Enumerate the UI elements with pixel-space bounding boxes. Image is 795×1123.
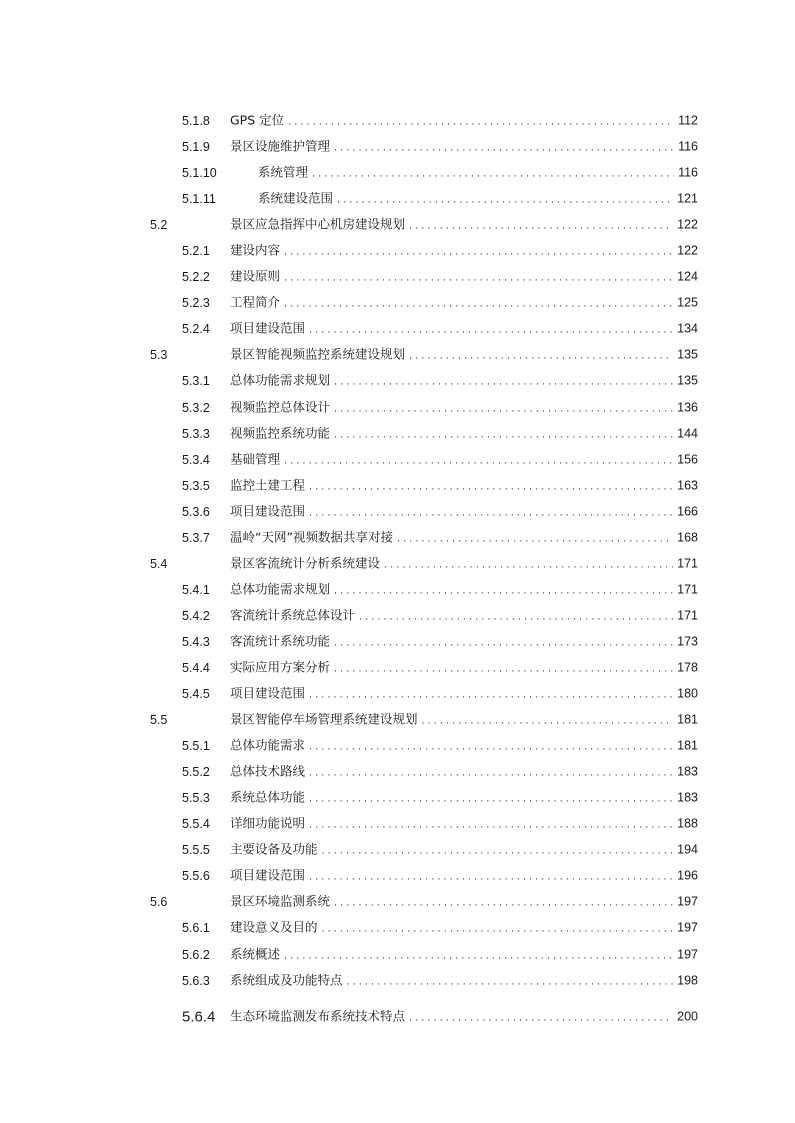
dot-leader: [397, 533, 673, 544]
toc-entry-page-number: 125: [677, 295, 698, 310]
toc-entry[interactable]: [0, 264, 795, 290]
toc-entry-line: [230, 763, 698, 779]
toc-entry-line: [230, 974, 698, 987]
toc-entry-number: 5.5.5: [182, 843, 210, 858]
toc-entry-line: [230, 346, 698, 362]
toc-entry-number: 5.6.4: [182, 1008, 216, 1026]
dot-leader: [334, 664, 673, 675]
toc-entry-line: [258, 164, 698, 180]
toc-entry-title: 项目建设范围: [230, 503, 306, 519]
toc-entry-title: 工程简介: [230, 294, 281, 310]
toc-entry-number: 5.4.1: [182, 582, 210, 597]
toc-entry[interactable]: [0, 134, 795, 160]
toc-entry[interactable]: [0, 421, 795, 447]
toc-entry[interactable]: [0, 368, 795, 394]
toc-entry-page-number: 116: [678, 139, 698, 154]
toc-entry-number: 5.6.2: [182, 947, 210, 962]
dot-leader: [284, 950, 673, 961]
toc-entry-line: [230, 216, 698, 232]
dot-leader: [309, 690, 673, 701]
toc-entry-number: 5.3.6: [182, 504, 210, 519]
toc-entry-number: 5.6.3: [182, 973, 210, 988]
toc-entry-page-number: 168: [677, 530, 698, 545]
toc-entry-page-number: 173: [677, 634, 698, 649]
dot-leader: [409, 1012, 673, 1023]
toc-entry-page-number: 144: [677, 426, 698, 441]
toc-entry-title: 总体技术路线: [230, 763, 306, 779]
toc-entry-page-number: 163: [677, 478, 698, 493]
toc-entry[interactable]: [0, 968, 795, 994]
toc-entry-number: 5.4.3: [182, 634, 210, 649]
toc-entry[interactable]: [0, 863, 795, 889]
toc-entry-number: 5.5.1: [182, 738, 210, 753]
toc-entry-number: 5.6: [150, 895, 168, 910]
toc-entry-page-number: 200: [677, 1009, 698, 1024]
toc-entry-line: [230, 557, 698, 570]
toc-entry-title: 视频监控总体设计: [230, 399, 331, 415]
toc-entry[interactable]: [0, 342, 795, 368]
toc-entry[interactable]: [0, 238, 795, 264]
toc-entry-number: 5.5: [150, 712, 168, 727]
toc-entry-number: 5.4.4: [182, 660, 210, 675]
toc-entry-line: [230, 635, 698, 648]
toc-entry-page-number: 156: [677, 452, 698, 467]
toc-entry[interactable]: [0, 733, 795, 759]
toc-entry-title: 景区智能视频监控系统建设规划: [230, 346, 406, 362]
toc-entry[interactable]: [0, 160, 795, 186]
toc-entry[interactable]: [0, 499, 795, 525]
toc-entry-number: 5.5.4: [182, 817, 210, 832]
toc-entry-number: 5.4.5: [182, 686, 210, 701]
toc-entry-number: 5.2.1: [182, 244, 210, 258]
dot-leader: [337, 195, 673, 206]
toc-entry-number: 5.3.3: [182, 426, 210, 441]
toc-entry-title: 客流统计系统功能: [230, 633, 331, 649]
toc-entry-page-number: 178: [677, 660, 698, 675]
toc-entry-line: [230, 583, 698, 596]
toc-entry[interactable]: [0, 525, 795, 551]
toc-entry-title: GPS 定位: [230, 112, 285, 128]
dot-leader: [347, 976, 674, 987]
toc-entry[interactable]: [0, 681, 795, 707]
toc-entry-title: 建设原则: [230, 268, 281, 284]
toc-entry[interactable]: [0, 395, 795, 421]
dot-leader: [334, 585, 673, 596]
toc-entry-title: 建设内容: [230, 242, 281, 258]
dot-leader: [284, 455, 673, 466]
toc-entry[interactable]: [0, 473, 795, 499]
toc-entry-title: 主要设备及功能: [230, 841, 318, 857]
toc-entry-line: [230, 711, 698, 727]
toc-entry-line: [230, 138, 698, 154]
toc-entry-page-number: 181: [677, 738, 698, 753]
toc-entry-number: 5.3.2: [182, 400, 210, 415]
toc-entry-number: 5.4: [150, 556, 168, 571]
toc-entry-line: [230, 505, 698, 518]
toc-entry-line: [230, 659, 698, 675]
toc-entry[interactable]: [0, 811, 795, 837]
dot-leader: [322, 924, 674, 935]
toc-entry-line: [230, 737, 698, 753]
toc-entry-page-number: 183: [677, 764, 698, 779]
toc-entry-number: 5.5.3: [182, 790, 210, 805]
dot-leader: [288, 117, 674, 128]
toc-entry-number: 5.3.5: [182, 478, 210, 493]
toc-entry-title: 总体功能需求: [230, 737, 306, 753]
toc-entry-title: 视频监控系统功能: [230, 425, 331, 441]
dot-leader: [309, 325, 673, 336]
dot-leader: [309, 794, 673, 805]
dot-leader: [334, 143, 674, 154]
dot-leader: [309, 481, 673, 492]
toc-entry[interactable]: [0, 447, 795, 473]
toc-entry-title: 生态环境监测发布系统技术特点: [230, 1008, 406, 1024]
toc-entry-line: [230, 609, 698, 622]
toc-entry-number: 5.3.1: [182, 374, 210, 389]
toc-entry-page-number: 197: [677, 920, 698, 935]
toc-entry-line: [230, 841, 698, 857]
dot-leader: [284, 299, 673, 310]
toc-entry-title: 系统总体功能: [230, 789, 306, 805]
toc-entry-page-number: 134: [677, 321, 698, 336]
toc-entry[interactable]: [0, 186, 795, 212]
toc-entry-line: [230, 867, 698, 883]
toc-entry-page-number: 197: [677, 894, 698, 909]
dot-leader: [309, 768, 673, 779]
toc-entry-line: [230, 372, 698, 388]
toc-entry-line: [258, 190, 698, 206]
toc-entry[interactable]: [0, 942, 795, 968]
toc-entry-page-number: 197: [677, 947, 698, 962]
toc-entry[interactable]: [0, 212, 795, 238]
toc-entry-page-number: 135: [677, 373, 698, 388]
toc-entry-title: 景区设施维护管理: [230, 138, 331, 154]
toc-entry-number: 5.5.2: [182, 764, 210, 779]
toc-entry-page-number: 122: [677, 217, 698, 232]
toc-entry-line: [230, 919, 698, 935]
toc-entry-line: [230, 320, 698, 336]
toc-entry-line: [230, 948, 698, 961]
toc-entry[interactable]: [0, 915, 795, 941]
dot-leader: [334, 429, 673, 440]
toc-entry-number: 5.4.2: [182, 608, 210, 623]
toc-entry-line: [230, 453, 698, 466]
toc-entry-title: 系统建设范围: [258, 190, 334, 206]
toc-entry-number: 5.1.9: [182, 139, 210, 154]
dot-leader: [322, 846, 674, 857]
toc-entry[interactable]: [0, 759, 795, 785]
dot-leader: [359, 611, 673, 622]
toc-entry-title: 详细功能说明: [230, 815, 306, 831]
toc-entry[interactable]: [0, 108, 795, 134]
dot-leader: [309, 742, 673, 753]
toc-entry-line: [230, 427, 698, 440]
toc-entry-title: 项目建设范围: [230, 685, 306, 701]
toc-entry-title: 总体功能需求规划: [230, 372, 331, 388]
dot-leader: [309, 872, 673, 883]
toc-entry-page-number: 116: [678, 165, 698, 180]
dot-leader: [284, 273, 673, 284]
toc-entry-page-number: 196: [677, 868, 698, 883]
toc-entry-page-number: 136: [677, 400, 698, 415]
toc-entry-number: 5.2.3: [182, 296, 210, 311]
toc-entry[interactable]: [0, 629, 795, 655]
toc-entry-line: [230, 268, 698, 284]
toc-entry-title: 客流统计系统总体设计: [230, 607, 356, 623]
toc-entry-line: [230, 242, 698, 258]
toc-entry[interactable]: [0, 577, 795, 603]
toc-entry-line: [230, 815, 698, 831]
toc-entry-title: 总体功能需求规划: [230, 581, 331, 597]
toc-entry-number: 5.2.2: [182, 270, 210, 285]
toc-entry-title: 景区客流统计分析系统建设: [230, 555, 381, 571]
toc-entry-page-number: 198: [677, 973, 698, 988]
toc-entry-page-number: 135: [677, 347, 698, 362]
toc-entry[interactable]: [0, 603, 795, 629]
dot-leader: [409, 221, 673, 232]
toc-entry-number: 5.5.6: [182, 869, 210, 884]
toc-entry-number: 5.1.10: [182, 165, 217, 180]
toc-entry[interactable]: [0, 551, 795, 577]
dot-leader: [334, 377, 673, 388]
toc-entry-number: 5.3.4: [182, 452, 210, 467]
dot-leader: [284, 247, 673, 258]
toc-entry-line: [230, 401, 698, 414]
toc-entry-number: 5.3.7: [182, 530, 210, 545]
toc-entry-number: 5.1.11: [182, 191, 216, 206]
toc-entry[interactable]: [0, 290, 795, 316]
toc-entry-line: [230, 1010, 698, 1023]
toc-entry-page-number: 171: [677, 582, 698, 597]
toc-entry-line: [230, 531, 698, 544]
toc-entry-title: 基础管理: [230, 451, 281, 467]
toc-entry-title: 监控土建工程: [230, 477, 306, 493]
toc-entry-page-number: 181: [677, 712, 698, 727]
toc-entry-title: 系统概述: [230, 946, 281, 962]
toc-entry-title: 温岭“天网”视频数据共享对接: [230, 529, 393, 545]
toc-entry-page-number: 194: [677, 842, 698, 857]
toc-entry-page-number: 121: [677, 191, 698, 206]
toc-entry-title: 项目建设范围: [230, 867, 306, 883]
toc-entry-title: 建设意义及目的: [230, 919, 318, 935]
toc-entry-line: [230, 685, 698, 701]
dot-leader: [334, 898, 673, 909]
toc-entry-title: 实际应用方案分析: [230, 659, 331, 675]
toc-entry-line: [230, 112, 698, 128]
toc-entry-number: 5.3: [150, 348, 168, 363]
toc-entry-page-number: 171: [677, 608, 698, 623]
toc-entry-page-number: 180: [677, 686, 698, 701]
dot-leader: [309, 507, 673, 518]
dot-leader: [334, 637, 673, 648]
toc-entry[interactable]: [0, 707, 795, 733]
toc-entry-page-number: 183: [677, 790, 698, 805]
toc-entry-page-number: 166: [677, 504, 698, 519]
toc-entry-page-number: 171: [677, 556, 698, 571]
toc-entry[interactable]: [0, 316, 795, 342]
dot-leader: [312, 169, 674, 180]
table-of-contents: [0, 108, 795, 1030]
toc-entry[interactable]: [0, 889, 795, 915]
toc-entry[interactable]: [0, 785, 795, 811]
toc-entry-title: 项目建设范围: [230, 320, 306, 336]
toc-entry-page-number: 112: [678, 113, 698, 128]
toc-entry-title: 系统管理: [258, 164, 309, 180]
toc-entry-line: [230, 789, 698, 805]
toc-entry-page-number: 122: [677, 243, 698, 258]
toc-entry-title: 系统组成及功能特点: [230, 972, 343, 988]
toc-entry-title: 景区环境监测系统: [230, 893, 331, 909]
toc-entry-number: 5.2.4: [182, 322, 210, 337]
dot-leader: [422, 716, 674, 727]
dot-leader: [309, 820, 673, 831]
toc-entry-title: 景区应急指挥中心机房建设规划: [230, 216, 406, 232]
dot-leader: [334, 403, 673, 414]
toc-entry-number: 5.1.8: [182, 113, 210, 128]
toc-entry-line: [230, 294, 698, 310]
toc-entry-title: 景区智能停车场管理系统建设规划: [230, 711, 418, 727]
toc-entry[interactable]: [0, 1004, 795, 1030]
dot-leader: [384, 559, 673, 570]
toc-entry-page-number: 124: [677, 269, 698, 284]
dot-leader: [409, 351, 673, 362]
toc-entry-number: 5.6.1: [182, 921, 210, 936]
toc-entry-line: [230, 893, 698, 909]
toc-entry-number: 5.2: [150, 217, 168, 232]
toc-entry[interactable]: [0, 837, 795, 863]
toc-entry-line: [230, 479, 698, 492]
toc-entry[interactable]: [0, 655, 795, 681]
toc-entry-page-number: 188: [677, 816, 698, 831]
